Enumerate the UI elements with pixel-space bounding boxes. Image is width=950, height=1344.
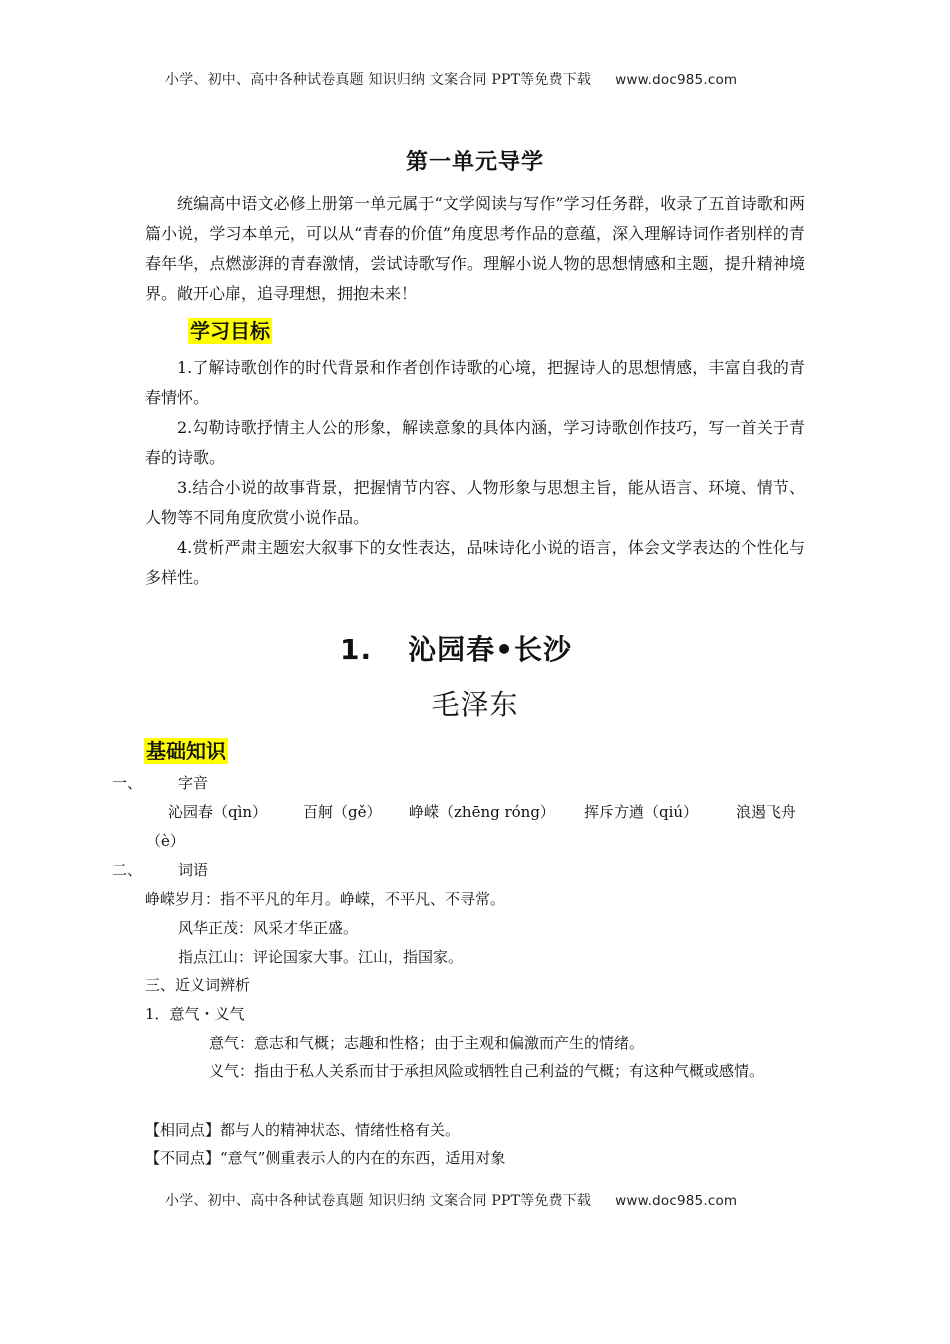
yiqi-definition-2 [145, 1056, 805, 1086]
goal-text-3: 3.结合小说的故事背景，把握情节内容、人物形象与思想主旨，能从语言、环境、情节、人物等不同角度欣赏小说作品。 [145, 478, 805, 527]
goal-item [145, 353, 805, 413]
page-header [165, 69, 737, 89]
yiqi2-text: 义气：指由于私人关系而甘于承担风险或牺牲自己利益的气概；有这种气概或感情。 [209, 1062, 765, 1080]
footer-text: 小学、初中、高中各种试卷真题 知识归纳 文案合同 PPT等免费下载 [165, 1193, 592, 1209]
word-item: 峥嵘岁月：指不平凡的年月。峥嵘，不平凡、不寻常。 [145, 890, 506, 908]
page-footer [165, 1190, 737, 1210]
pron-2: 百舸（gě） [303, 803, 382, 821]
poem-author: 毛泽东 [431, 688, 519, 721]
section-1-title: 字音 [178, 774, 209, 792]
pronunciation-list [168, 797, 267, 827]
poem-title: 沁园春•长沙 [408, 633, 573, 666]
goal-text-4: 4.赏析严肃主题宏大叙事下的女性表达，品味诗化小说的语言，体会文学表达的个性化与多样性。 [145, 538, 805, 587]
pron-wrap-line: （è） [146, 832, 185, 850]
basics-heading: 基础知识 [146, 739, 226, 763]
same-point: 【相同点】都与人的精神状态、情绪性格有关。 [145, 1121, 461, 1139]
synonym-pair-title: 1．意气・义气 [145, 1005, 245, 1023]
goal-item [145, 413, 805, 473]
footer-url[interactable]: www.doc985.com [615, 1193, 738, 1209]
goal-text-1: 1.了解诗歌创作的时代背景和作者创作诗歌的心境，把握诗人的思想情感，丰富自我的青春情怀。 [145, 358, 805, 407]
unit-title: 第一单元导学 [405, 150, 544, 175]
pron-3-wrap [409, 797, 555, 827]
poem-title-row [340, 628, 572, 668]
poem-number: 1. [340, 633, 373, 666]
unit-intro-text: 统编高中语文必修上册第一单元属于“文学阅读与写作”学习任务群，收录了五首诗歌和两篇小说，学习本单元，可以从“青春的价值”角度思考作品的意蕴，深入理解诗词作者别样的青春年华，点燃澎湃的青春激情，尝试诗歌写作。理解小说人物的思想情感和主题，提升精神境界。敞开心扉，追寻理想，拥抱未来！ [145, 194, 805, 303]
diff-point: 【不同点】“意气”侧重表示人的内在的东西，适用对象 [145, 1149, 506, 1167]
goals-heading: 学习目标 [190, 319, 270, 343]
pron-5: 浪遏飞舟 [736, 803, 797, 821]
word-item: 风华正茂：风采才华正盛。 [178, 919, 359, 937]
section-3-title: 三、近义词辨析 [145, 976, 251, 994]
pron-1: 沁园春（qìn） [168, 803, 268, 821]
basics-heading-wrap [144, 735, 228, 764]
goal-text-2: 2.勾勒诗歌抒情主人公的形象，解读意象的具体内涵，学习诗歌创作技巧，写一首关于青春的诗歌。 [145, 418, 805, 467]
header-text: 小学、初中、高中各种试卷真题 知识归纳 文案合同 PPT等免费下载 [165, 72, 592, 88]
pron-4-wrap [584, 797, 698, 827]
pron-4: 挥斥方遒（qiú） [584, 803, 699, 821]
section-2-num: 二、 [112, 861, 143, 879]
section-2-title: 词语 [178, 861, 209, 879]
pron-5-wrap [736, 797, 796, 827]
section-1-num: 一、 [112, 774, 143, 792]
pron-2-wrap [303, 797, 381, 827]
word-item: 指点江山：评论国家大事。江山，指国家。 [178, 948, 464, 966]
header-url[interactable]: www.doc985.com [615, 72, 738, 88]
goal-item [145, 533, 805, 593]
goal-item [145, 473, 805, 533]
goals-heading-wrap [188, 315, 272, 344]
unit-intro [145, 189, 805, 309]
pron-3: 峥嵘（zhēng róng） [409, 803, 555, 821]
yiqi-definition: 意气：意志和气概；志趣和性格；由于主观和偏激而产生的情绪。 [209, 1034, 645, 1052]
